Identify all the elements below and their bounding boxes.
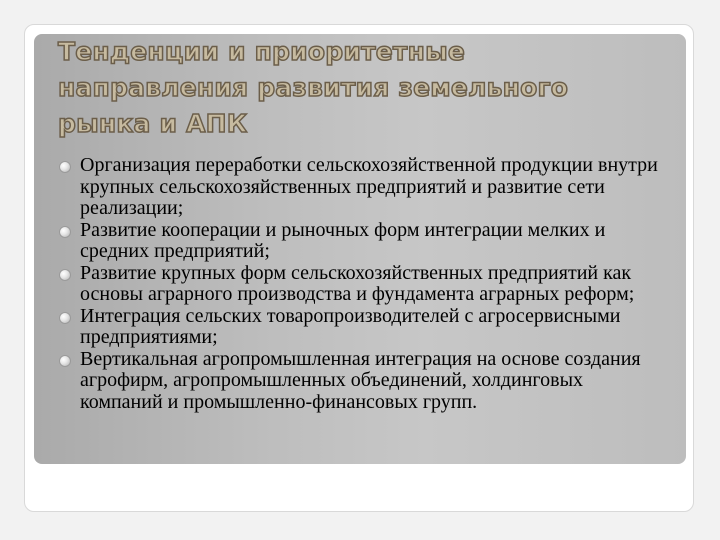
list-item bbox=[58, 306, 658, 349]
list-item-text: Развитие крупных форм сельскохозяйственных предприятий как основы аграрного производства и фундамента аграрных реформ; bbox=[80, 261, 635, 305]
list-item-text: Вертикальная агропромышленная интеграция на основе создания агрофирм, агропромышленных объединений, холдинговых компаний и промышленно-финансовых групп. bbox=[80, 347, 641, 413]
circle-bullet-icon bbox=[59, 161, 71, 173]
list-item-text: Интеграция сельских товаропроизводителей с агросервисными предприятиями; bbox=[80, 304, 621, 348]
circle-bullet-icon bbox=[59, 355, 71, 367]
circle-bullet-icon bbox=[59, 269, 71, 281]
list-item-text: Организация переработки сельскохозяйственной продукции внутри крупных сельскохозяйственных предприятий и развитие сети реализации; bbox=[80, 154, 658, 219]
circle-bullet-icon bbox=[59, 226, 71, 238]
list-item bbox=[58, 349, 658, 414]
list-item-text: Развитие кооперации и рыночных форм интеграции мелких и средних предприятий; bbox=[80, 218, 606, 262]
slide-title: Тенденции и приоритетные направления развития земельного рынка и АПК bbox=[58, 37, 569, 138]
bullet-list bbox=[58, 155, 658, 413]
list-item bbox=[58, 263, 658, 306]
list-item bbox=[58, 220, 658, 263]
circle-bullet-icon bbox=[59, 312, 71, 324]
list-item bbox=[58, 155, 658, 220]
